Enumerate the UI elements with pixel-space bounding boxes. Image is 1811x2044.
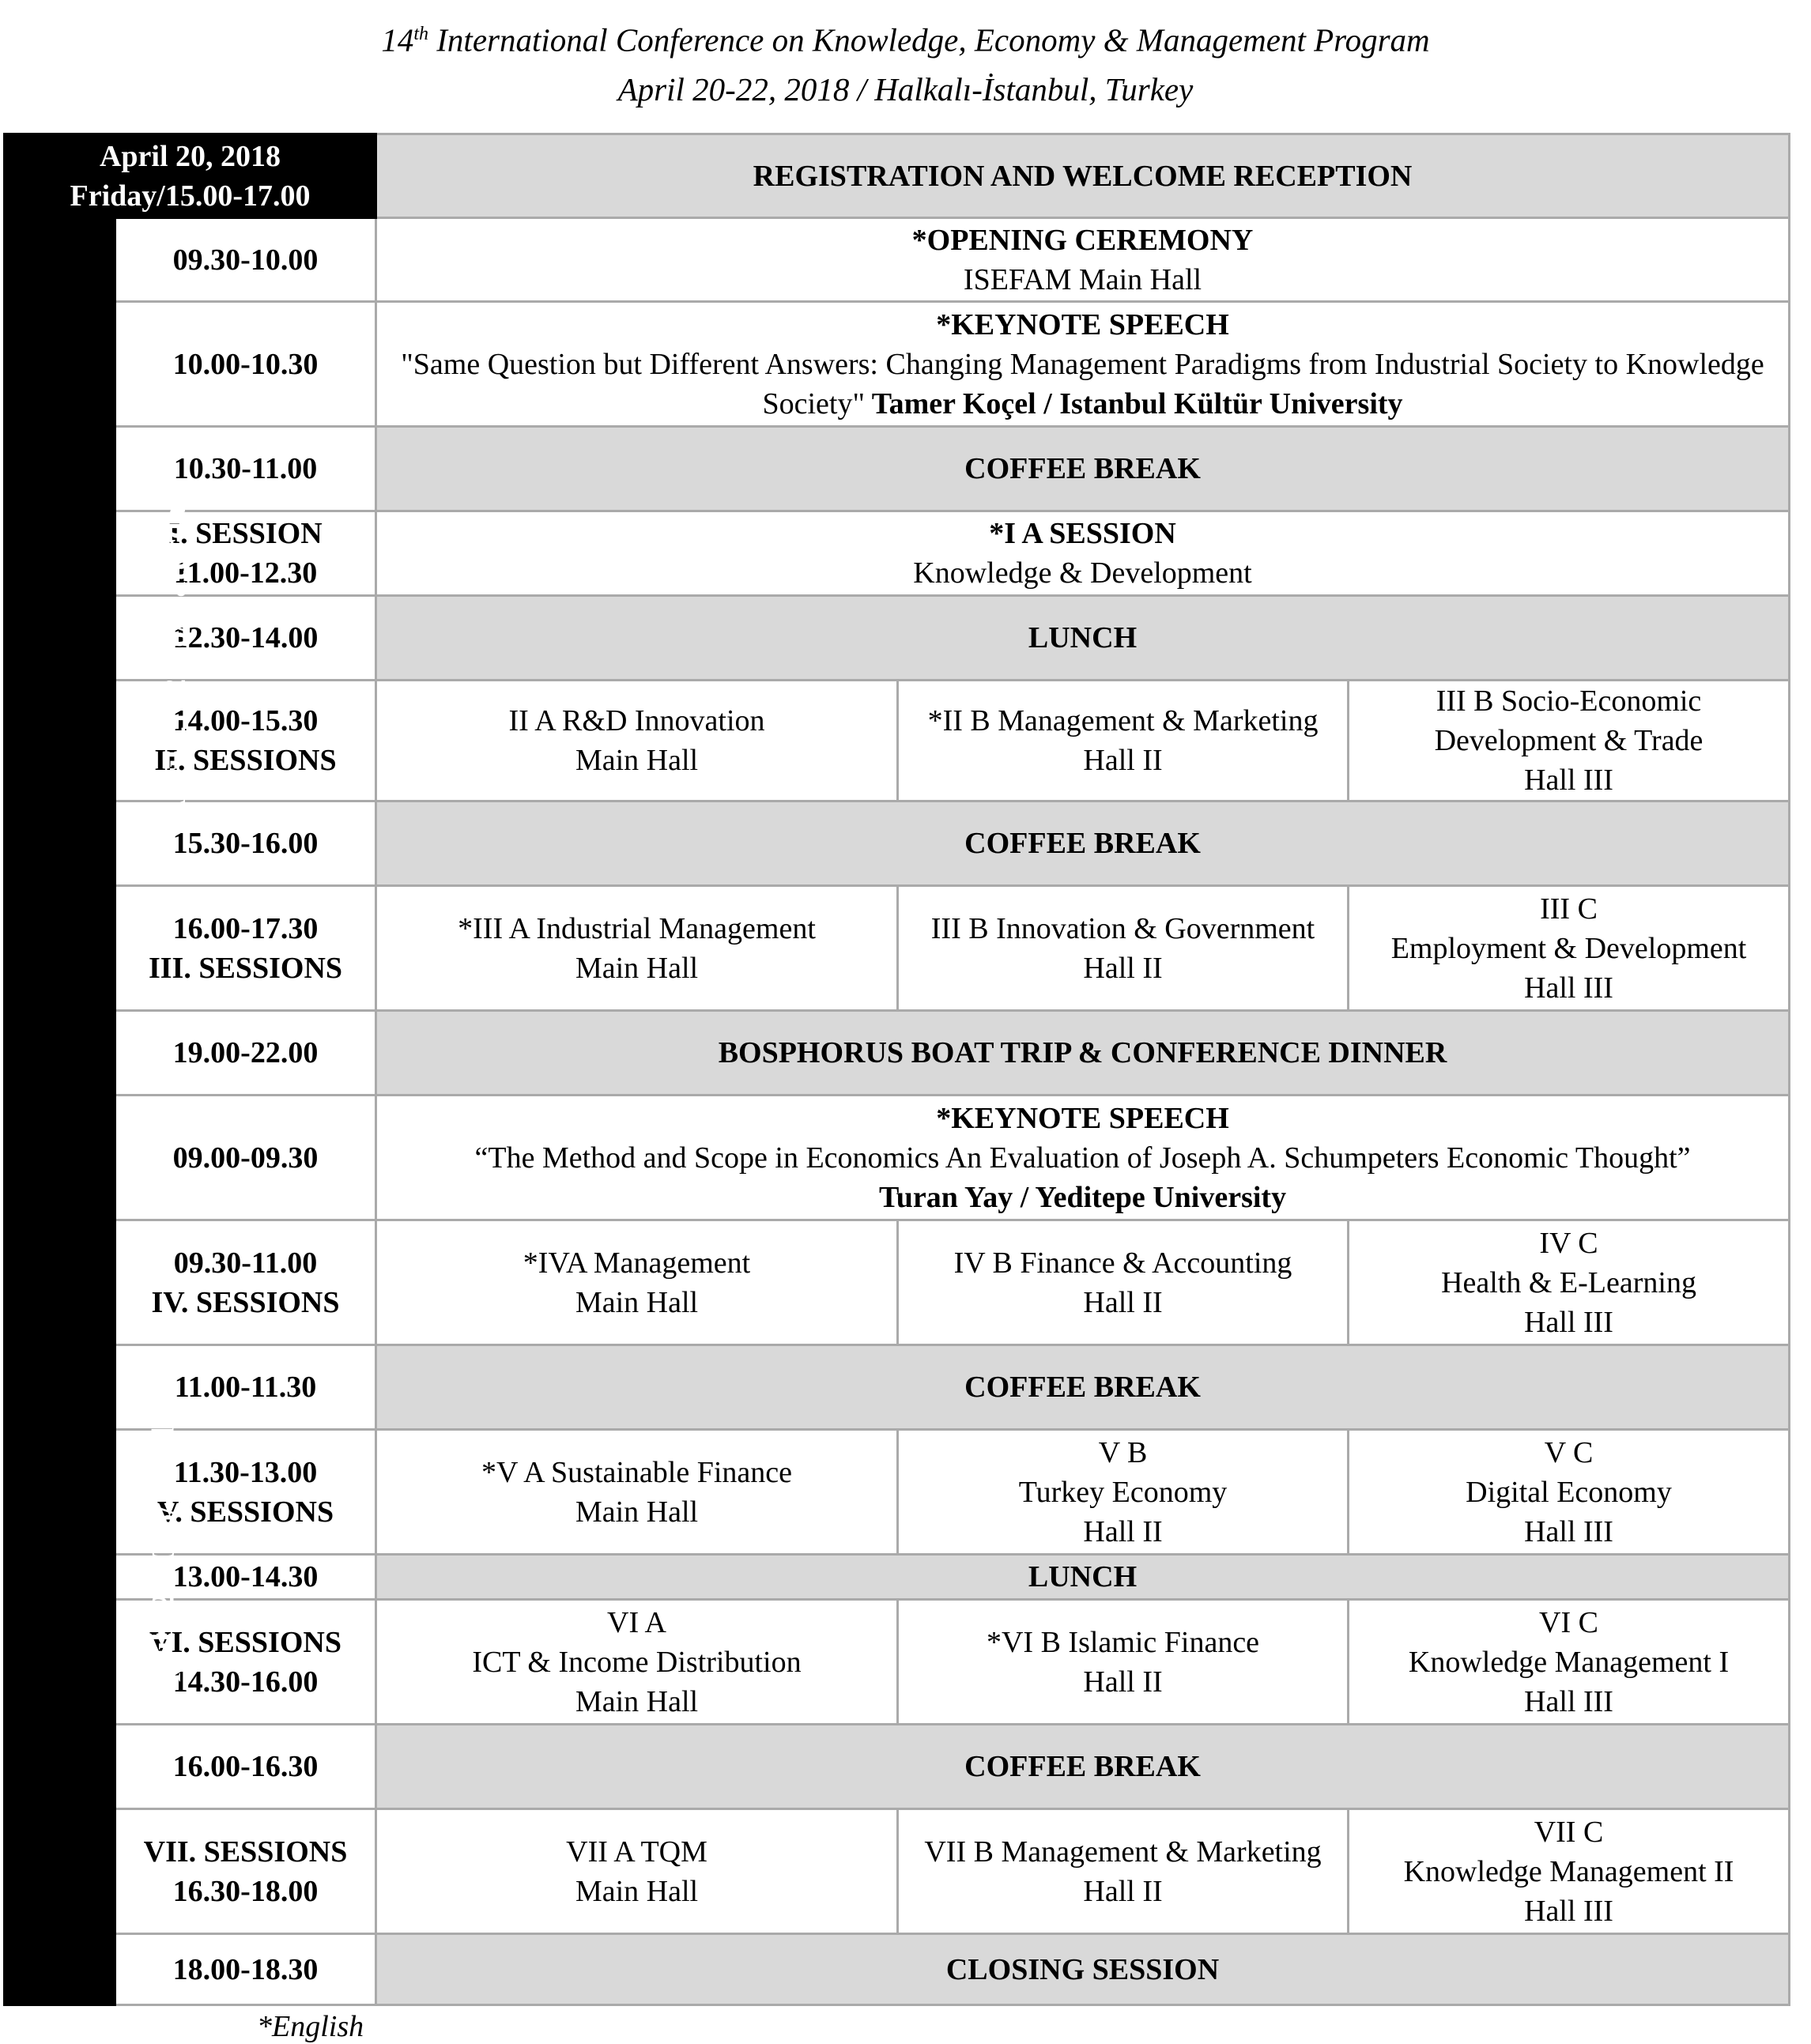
session-cell: *I A SESSION Knowledge & Development	[376, 511, 1790, 596]
time-cell: 15.30-16.00	[115, 801, 376, 886]
table-row	[5, 1809, 1790, 1934]
conference-title: 14th International Conference on Knowledge, Economy & Management Program	[381, 21, 1430, 58]
time-cell: 10.00-10.30	[115, 302, 376, 427]
session-cell: VI A ICT & Income Distribution Main Hall	[376, 1600, 898, 1725]
session-cell: *VI B Islamic Finance Hall II	[898, 1600, 1349, 1725]
time-cell: 16.00-17.30 III. SESSIONS	[115, 886, 376, 1011]
table-row	[5, 1220, 1790, 1345]
time-cell: 12.30-14.00	[115, 596, 376, 681]
session-cell: IV C Health & E-Learning Hall III	[1349, 1220, 1790, 1345]
session-cell: II A R&D Innovation Main Hall	[376, 681, 898, 801]
session-cell: *IVA Management Main Hall	[376, 1220, 898, 1345]
table-row	[5, 1934, 1790, 2005]
day3-label: April 22, 2018/ Sunday	[145, 1394, 181, 1705]
day2-label-cell	[5, 218, 193, 1096]
day2-label: April 21, 2018/ Saturday	[157, 489, 193, 823]
session-cell: VII B Management & Marketing Hall II	[898, 1809, 1349, 1934]
session-cell: III B Socio-Economic Development & Trade Hall III	[1349, 681, 1790, 801]
day3-label-cell	[5, 1096, 181, 2005]
day1-event: REGISTRATION AND WELCOME RECEPTION	[376, 134, 1790, 218]
table-row	[5, 1345, 1790, 1430]
table-row	[5, 1430, 1790, 1555]
session-cell: *II B Management & Marketing Hall II	[898, 681, 1349, 801]
session-cell: III B Innovation & Government Hall II	[898, 886, 1349, 1011]
keynote-cell: *KEYNOTE SPEECH “The Method and Scope in Economics An Evaluation of Joseph A. Schumpeters Economic Thought” Turan Yay / Yeditepe University	[376, 1096, 1790, 1220]
lunch-cell: LUNCH	[376, 1555, 1790, 1600]
session-cell: III C Employment & Development Hall III	[1349, 886, 1790, 1011]
coffee-break-cell: COFFEE BREAK	[376, 801, 1790, 886]
time-cell: 09.30-10.00	[115, 218, 376, 302]
time-cell: I. SESSION 11.00-12.30	[115, 511, 376, 596]
program-table	[3, 133, 1790, 2006]
dinner-cell: BOSPHORUS BOAT TRIP & CONFERENCE DINNER	[376, 1011, 1790, 1096]
time-cell: VI. SESSIONS 14.30-16.00	[115, 1600, 376, 1725]
session-cell: VI C Knowledge Management I Hall III	[1349, 1600, 1790, 1725]
opening-ceremony-cell: *OPENING CEREMONY ISEFAM Main Hall	[376, 218, 1790, 302]
time-cell: 14.00-15.30 II. SESSIONS	[115, 681, 376, 801]
time-cell: VII. SESSIONS 16.30-18.00	[115, 1809, 376, 1934]
day1-time: Friday/15.00-17.00	[70, 179, 311, 213]
table-row	[5, 1555, 1790, 1600]
session-cell: V B Turkey Economy Hall II	[898, 1430, 1349, 1555]
table-row	[5, 134, 1790, 218]
session-cell: V C Digital Economy Hall III	[1349, 1430, 1790, 1555]
session-cell: *V A Sustainable Finance Main Hall	[376, 1430, 898, 1555]
table-row	[5, 1725, 1790, 1809]
table-row	[5, 886, 1790, 1011]
table-row	[5, 1600, 1790, 1725]
time-cell: 16.00-16.30	[115, 1725, 376, 1809]
coffee-break-cell: COFFEE BREAK	[376, 427, 1790, 511]
session-cell: VII C Knowledge Management II Hall III	[1349, 1809, 1790, 1934]
table-row	[5, 596, 1790, 681]
time-cell: 10.30-11.00	[115, 427, 376, 511]
time-cell: 19.00-22.00	[115, 1011, 376, 1096]
keynote-cell: *KEYNOTE SPEECH "Same Question but Different Answers: Changing Management Paradigms from Industrial Society to Knowledge Society" Tamer Koçel / Istanbul Kültür University	[376, 302, 1790, 427]
day1-date: April 20, 2018	[99, 139, 281, 173]
table-row	[5, 427, 1790, 511]
table-row	[5, 681, 1790, 801]
table-row	[5, 511, 1790, 596]
page-header	[0, 9, 1811, 114]
time-cell: 11.30-13.00 V. SESSIONS	[115, 1430, 376, 1555]
table-row	[5, 801, 1790, 886]
session-cell: VII A TQM Main Hall	[376, 1809, 898, 1934]
time-cell: 18.00-18.30	[115, 1934, 376, 2005]
time-cell: 09.30-11.00 IV. SESSIONS	[115, 1220, 376, 1345]
footnote: *English	[257, 2010, 364, 2043]
coffee-break-cell: COFFEE BREAK	[376, 1725, 1790, 1809]
table-row	[5, 218, 1790, 302]
closing-session-cell: CLOSING SESSION	[376, 1934, 1790, 2005]
table-row	[5, 302, 1790, 427]
table-row	[5, 1096, 1790, 1220]
lunch-cell: LUNCH	[376, 596, 1790, 681]
table-row	[5, 1011, 1790, 1096]
session-cell: IV B Finance & Accounting Hall II	[898, 1220, 1349, 1345]
conference-subtitle: April 20-22, 2018 / Halkalı-İstanbul, Turkey	[617, 70, 1194, 107]
time-cell: 13.00-14.30	[115, 1555, 376, 1600]
day1-cell	[5, 134, 376, 218]
session-cell: *III A Industrial Management Main Hall	[376, 886, 898, 1011]
coffee-break-cell: COFFEE BREAK	[376, 1345, 1790, 1430]
time-cell: 11.00-11.30	[115, 1345, 376, 1430]
time-cell: 09.00-09.30	[115, 1096, 376, 1220]
